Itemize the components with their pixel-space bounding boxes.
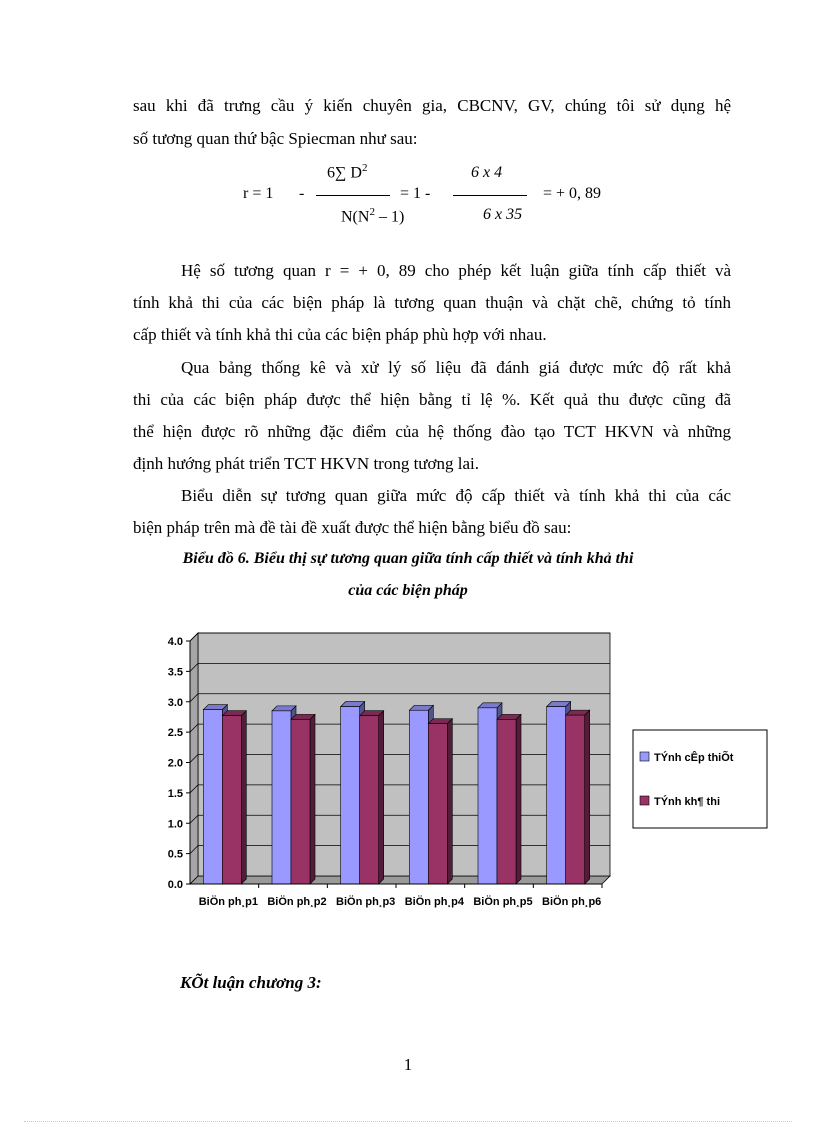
para2-line-1: Qua bảng thống kê và xử lý số liệu đã đánh giá được mức độ rất khả — [181, 358, 731, 377]
x-tick-label: BiÖn ph¸p3 — [336, 896, 396, 908]
section-heading: KÕt luận chương 3: — [180, 973, 322, 992]
bar-series1-3 — [341, 707, 360, 884]
bar-series1-4 — [409, 710, 428, 884]
bar-series2-4 — [428, 724, 447, 884]
y-tick-label: 2.0 — [167, 757, 183, 770]
correlation-bar-chart — [150, 620, 780, 920]
fraction-bar-2 — [453, 195, 527, 196]
page-bottom-rule — [24, 1121, 792, 1122]
y-tick-label: 1.0 — [167, 818, 183, 831]
formula-minus: - — [299, 185, 305, 202]
x-tick-label: BiÖn ph¸p2 — [267, 896, 327, 908]
x-tick-label: BiÖn ph¸p6 — [542, 896, 602, 908]
y-tick-label: 3.0 — [167, 696, 183, 709]
legend-label-1: TÝnh cÊp thiÕt — [654, 752, 734, 764]
para1-line-2: tính khả thi của các biện pháp là tương quan thuận và chặt chẽ, chứng tỏ tính — [133, 293, 731, 312]
bar-side-2 — [310, 714, 315, 884]
y-tick-label: 0.0 — [167, 879, 183, 891]
formula-result: = + 0, 89 — [543, 185, 602, 202]
para2-line-4: định hướng phát triển TCT HKVN trong tương lai. — [133, 454, 480, 473]
x-tick-label: BiÖn ph¸p4 — [404, 896, 464, 908]
y-tick-label: 0.5 — [167, 848, 183, 861]
intro-line-1: sau khi đã trưng cầu ý kiến chuyên gia, CBCNV, GV, chúng tôi sử dụng hệ — [133, 96, 731, 115]
formula-num-sup: 2 — [361, 162, 368, 174]
intro-line-2: số tương quan thứ bậc Spiecman như sau: — [133, 129, 418, 148]
bar-series2-6 — [566, 715, 585, 884]
formula-numerator-1: 6∑ $D^2$ — [327, 162, 368, 182]
page-number: 1 — [403, 1055, 413, 1074]
bar-side-2 — [379, 711, 384, 884]
formula-eq1: = 1 - — [400, 185, 431, 202]
bar-series1-6 — [547, 707, 566, 884]
y-tick-label: 2.5 — [167, 727, 183, 740]
y-tick-label: 3.5 — [167, 666, 183, 679]
x-tick-label: BiÖn ph¸p1 — [198, 896, 258, 908]
bar-series1-2 — [272, 711, 291, 884]
para1-line-3: cấp thiết và tính khả thi của các biện pháp phù hợp với nhau. — [133, 325, 547, 344]
formula-denominator-1: $N(N^2 - 1)$ — [341, 206, 405, 226]
formula-denominator-2: 6 x 35 — [483, 206, 523, 223]
para3-line-1: Biểu diễn sự tương quan giữa mức độ cấp thiết và tính khả thi của các — [181, 486, 731, 505]
bar-series1-5 — [478, 708, 497, 884]
bar-series2-2 — [291, 719, 310, 884]
bar-side-2 — [447, 719, 452, 884]
bar-side-2 — [241, 711, 246, 884]
para3-line-2: biện pháp trên mà đề tài đề xuất được thể hiện bằng biểu đồ sau: — [133, 518, 572, 537]
bar-series2-3 — [360, 716, 379, 884]
bar-series2-1 — [222, 716, 241, 884]
fraction-bar-1 — [316, 195, 390, 196]
legend-label-2: TÝnh kh¶ thi — [654, 796, 720, 808]
bar-series1-1 — [203, 710, 222, 884]
legend-swatch-1 — [640, 752, 649, 761]
formula-numerator-2: 6 x 4 — [471, 164, 503, 181]
chart-caption-line-2: của các biện pháp — [348, 582, 468, 599]
para2-line-2: thi của các biện pháp được thể hiện bằng tỉ lệ %. Kết quả thu được cũng đã — [133, 390, 731, 409]
y-tick-label: 1.5 — [167, 787, 183, 800]
legend-box — [633, 730, 767, 828]
formula-den-sup: 2 — [369, 206, 375, 218]
y-tick-label: 4.0 — [167, 636, 183, 648]
para1-line-1: Hệ số tương quan r = + 0, 89 cho phép kết luận giữa tính cấp thiết và — [181, 261, 731, 280]
bar-series2-5 — [497, 719, 516, 884]
chart-caption-line-1: Biểu đồ 6. Biểu thị sự tương quan giữa tính cấp thiết và tính khả thi — [182, 550, 634, 567]
x-tick-label: BiÖn ph¸p5 — [473, 896, 533, 908]
para2-line-3: thể hiện được rõ những đặc điểm của hệ thống đào tạo TCT HKVN và những — [133, 422, 731, 441]
legend-swatch-2 — [640, 796, 649, 805]
bar-side-2 — [585, 710, 590, 884]
formula-r-label: r = 1 — [243, 185, 274, 202]
bar-side-2 — [516, 714, 521, 884]
